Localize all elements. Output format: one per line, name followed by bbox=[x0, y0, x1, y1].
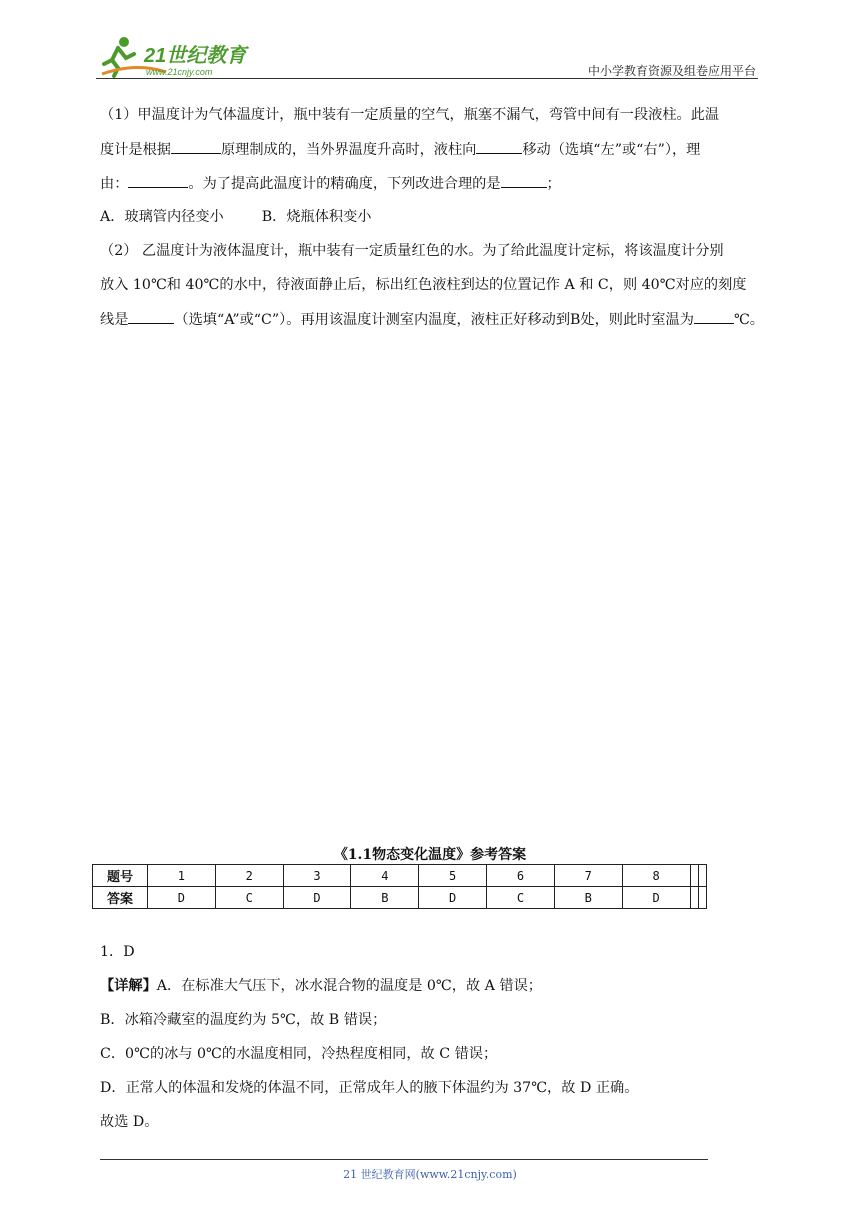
table-cell bbox=[690, 887, 698, 909]
table-cell: 8 bbox=[622, 865, 690, 887]
answer-blank[interactable] bbox=[171, 139, 221, 154]
q1-text: 移动（选填“左”或“右”），理 bbox=[522, 142, 701, 158]
q1-text: ； bbox=[546, 176, 561, 192]
q1-line3 bbox=[100, 173, 770, 194]
table-cell: 6 bbox=[487, 865, 555, 887]
q2-line1: （2） 乙温度计为液体温度计，瓶中装有一定质量红色的水。为了给此温度计定标，将该温度计分别 bbox=[100, 243, 724, 259]
explanation-heading: 1．D bbox=[100, 944, 135, 960]
table-cell: B bbox=[554, 887, 622, 909]
table-cell: D bbox=[148, 887, 216, 909]
footer-link[interactable]: 21 世纪教育网(www.21cnjy.com) bbox=[343, 1168, 517, 1181]
answer-blank[interactable] bbox=[128, 173, 188, 188]
q1-options bbox=[100, 207, 770, 227]
table-cell bbox=[698, 887, 706, 909]
table-cell: D bbox=[622, 887, 690, 909]
table-cell bbox=[698, 865, 706, 887]
option-a: A．玻璃管内径变小 bbox=[100, 209, 224, 225]
q1-line2 bbox=[100, 139, 770, 160]
running-man-logo-icon bbox=[96, 34, 266, 80]
table-cell: D bbox=[419, 887, 487, 909]
q1-text: 。为了提高此温度计的精确度，下列改进合理的是 bbox=[188, 176, 501, 192]
q2-line2: 放入 10℃和 40℃的水中，待液面静止后，标出红色液柱到达的位置记作 A 和 C，则 40℃对应的刻度 bbox=[100, 277, 747, 293]
svg-text:21世纪教育: 21世纪教育 bbox=[144, 45, 247, 67]
table-cell: B bbox=[351, 887, 419, 909]
q1-text: 度计是根据 bbox=[100, 142, 171, 158]
q1-text: 由： bbox=[100, 176, 129, 192]
page-header bbox=[96, 34, 756, 80]
explanation-line-c: C．0℃的冰与 0℃的水温度相同，冷热程度相同，故 C 错误； bbox=[100, 1046, 498, 1062]
table-cell: 2 bbox=[215, 865, 283, 887]
explanation-line-d: D．正常人的体温和发烧的体温不同，正常成年人的腋下体温约为 37℃，故 D 正确。 bbox=[100, 1080, 639, 1096]
q2-text: ℃。 bbox=[733, 312, 764, 328]
svg-text:www.21cnjy.com: www.21cnjy.com bbox=[146, 67, 213, 77]
row-header: 题号 bbox=[93, 865, 148, 887]
q2-text: （选填“A”或“C”）。再用该温度计测室内温度，液柱正好移动到B处，则此时室温为 bbox=[174, 312, 694, 328]
explanation-line-a bbox=[100, 976, 770, 996]
explanation-line-b: B．冰箱冷藏室的温度约为 5℃，故 B 错误； bbox=[100, 1012, 387, 1028]
site-logo bbox=[96, 34, 266, 80]
explanation-conclusion: 故选 D。 bbox=[100, 1114, 159, 1130]
row-header: 答案 bbox=[93, 887, 148, 909]
answer-table bbox=[92, 864, 707, 909]
table-cell: 7 bbox=[554, 865, 622, 887]
header-divider bbox=[96, 78, 758, 79]
q2-text: 线是 bbox=[100, 312, 129, 328]
q1-line1: （1）甲温度计为气体温度计，瓶中装有一定质量的空气，瓶塞不漏气，弯管中间有一段液柱。此温 bbox=[100, 107, 720, 123]
table-cell: 1 bbox=[148, 865, 216, 887]
footer-divider bbox=[100, 1159, 708, 1160]
table-cell: D bbox=[283, 887, 351, 909]
answer-blank[interactable] bbox=[694, 309, 734, 324]
answer-blank[interactable] bbox=[128, 309, 174, 324]
table-row bbox=[93, 865, 707, 887]
platform-name: 中小学教育资源及组卷应用平台 bbox=[587, 64, 756, 78]
answer-key-title: 《1.1物态变化温度》参考答案 bbox=[333, 847, 527, 863]
table-cell bbox=[690, 865, 698, 887]
answer-blank[interactable] bbox=[476, 139, 522, 154]
answer-blank[interactable] bbox=[501, 173, 547, 188]
option-b: B．烧瓶体积变小 bbox=[261, 209, 372, 225]
table-cell: 3 bbox=[283, 865, 351, 887]
table-cell: 5 bbox=[419, 865, 487, 887]
table-cell: C bbox=[215, 887, 283, 909]
detail-label: 【详解】 bbox=[100, 978, 157, 994]
q1-text: 原理制成的，当外界温度升高时，液柱向 bbox=[220, 142, 477, 158]
table-cell: 4 bbox=[351, 865, 419, 887]
table-row bbox=[93, 887, 707, 909]
explanation-text: A．在标准大气压下，冰水混合物的温度是 0℃，故 A 错误； bbox=[156, 978, 542, 994]
table-cell: C bbox=[487, 887, 555, 909]
q2-line3 bbox=[100, 309, 770, 330]
